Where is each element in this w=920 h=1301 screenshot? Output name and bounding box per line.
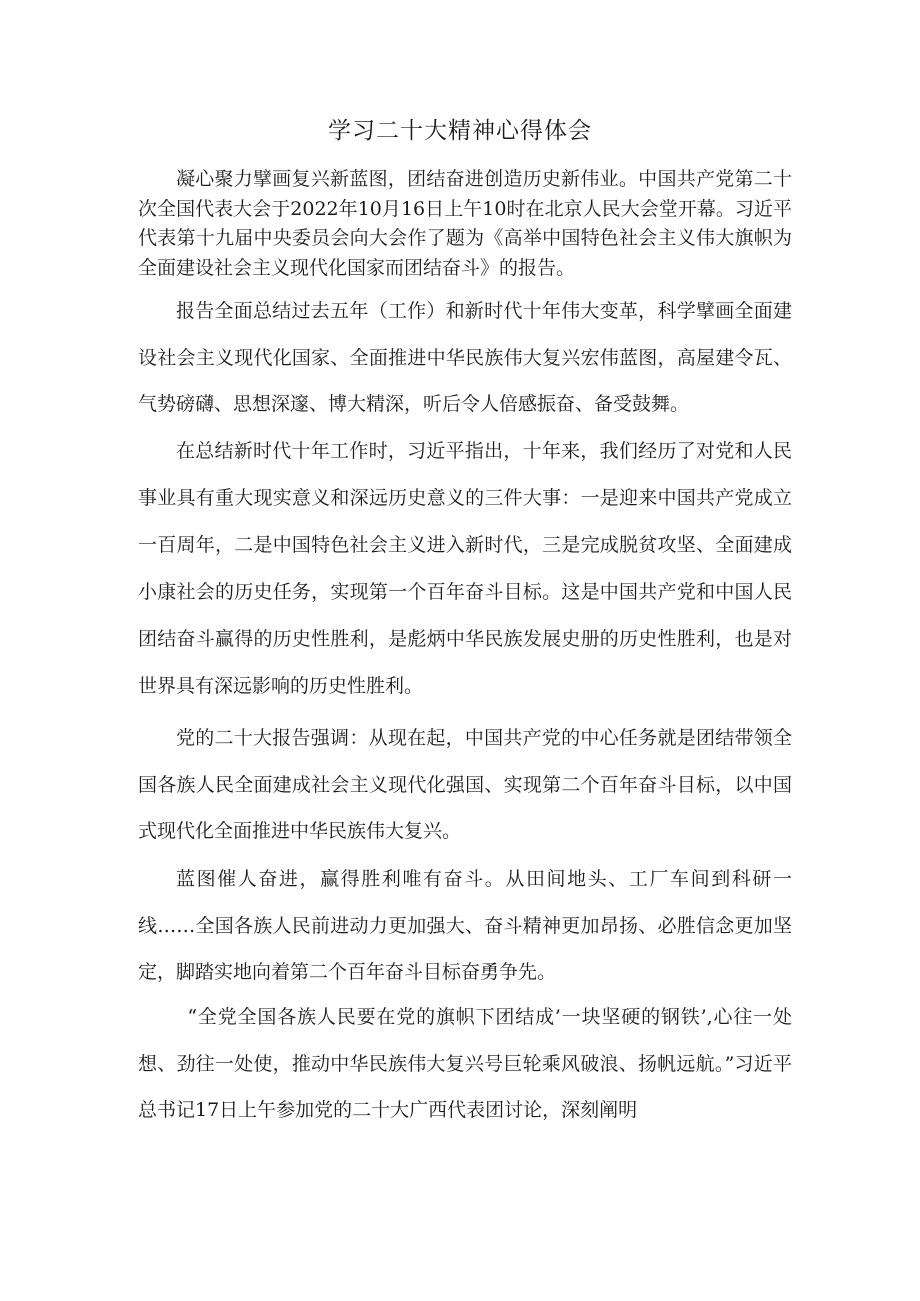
paragraph-three-events: 在总结新时代十年工作时，习近平指出，十年来，我们经历了对党和人民事业具有重大现实意义和深远历史意义的三件大事：一是迎来中国共产党成立一百周年，二是中国特色社会主义进入新时代，三是完成脱贫攻坚、全面建成小康社会的历史任务，实现第一个百年奋斗目标。这是中国共产党和中国人民团结奋斗赢得的历史性胜利，是彪炳中华民族发展史册的历史性胜利，也是对世界具有深远影响的历史性胜利。 — [138, 440, 792, 697]
paragraph-opening: 凝心聚力擘画复兴新蓝图，团结奋进创造历史新伟业。中国共产党第二十次全国代表大会于2022年10月16日上午10时在北京人民大会堂开幕。习近平代表第十九届中央委员会向大会作了题为《高举中国特色社会主义伟大旗帜为全面建设社会主义现代化国家而团结奋斗》的报告。 — [138, 168, 792, 279]
paragraph-report-summary: 报告全面总结过去五年（工作）和新时代十年伟大变革，科学擘画全面建设社会主义现代化国家、全面推进中华民族伟大复兴宏伟蓝图，高屋建令瓦、气势磅礴、思想深邃、博大精深，听后令人倍感振奋、备受鼓舞。 — [138, 300, 792, 415]
paragraph-blueprint: 蓝图催人奋进，赢得胜利唯有奋斗。从田间地头、工厂车间到科研一线……全国各族人民前进动力更加强大、奋斗精神更加昂扬、必胜信念更加坚定，脚踏实地向着第二个百年奋斗目标奋勇争先。 — [138, 868, 792, 983]
paragraph-quote: “全党全国各族人民要在党的旗帜下团结成’一块坚硬的钢铁’,心往一处想、劲往一处使，推动中华民族伟大复兴号巨轮乘风破浪、扬帆远航。”习近平总书记17日上午参加党的二十大广西代表团讨论，深刻阐明 — [138, 1006, 792, 1121]
paragraph-central-task: 党的二十大报告强调：从现在起，中国共产党的中心任务就是团结带领全国各族人民全面建成社会主义现代化强国、实现第二个百年奋斗目标，以中国式现代化全面推进中华民族伟大复兴。 — [138, 727, 792, 842]
document-title: 学习二十大精神心得体会 — [328, 118, 592, 144]
